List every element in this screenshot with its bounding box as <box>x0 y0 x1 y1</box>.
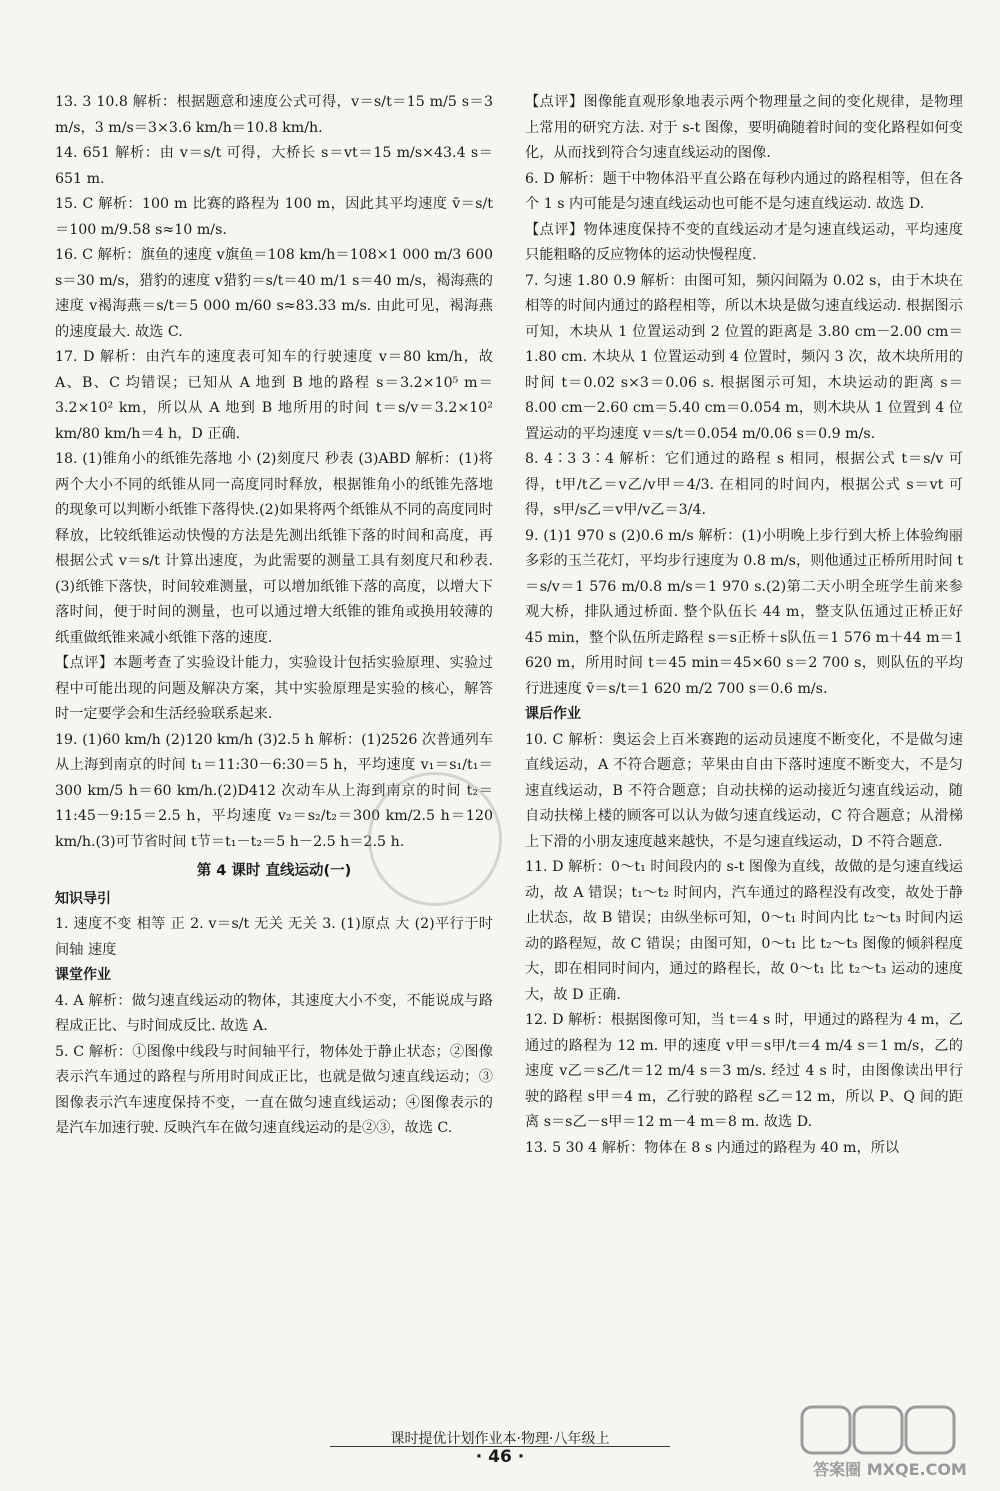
left-column <box>55 90 493 1142</box>
page-number: · 46 · <box>475 1447 525 1467</box>
svg-text:答案圈 MXQE.COM: 答案圈 MXQE.COM <box>813 1460 967 1479</box>
answer-paragraph: 19. (1)60 km/h (2)120 km/h (3)2.5 h 解析：(1)2526 次普通列车从上海到南京的时间 t₁＝11:30－6:30＝5 h，平均速度 v₁＝s₁/t₁＝300 km/5 h＝60 km/h.(2)D412 次动车从上海到南京的时间 t₂＝11:45－9:15＝2.5 h，平均速度 v₂＝s₂/t₂＝300 km/2.5 h＝120 km/h.(3)可节省时间 t节＝t₁－t₂＝5 h－2.5 h＝2.5 h. <box>55 731 493 850</box>
answer-paragraph: 10. C 解析：奥运会上百米赛跑的运动员速度不断变化，不是做匀速直线运动，A 不符合题意；苹果由自由下落时速度不断变大，不是匀速直线运动，B 不符合题意；自动扶梯的运动接近匀速直线运动，随自动扶梯上楼的顾客可以认为做匀速直线运动，C 符合题意；从滑梯上下滑的小朋友速度越来越快，不是匀速直线运动，D 不符合题意. <box>525 731 963 850</box>
answer-paragraph: 9. (1)1 970 s (2)0.6 m/s 解析：(1)小明晚上步行到大桥上体验绚丽多彩的玉兰花灯，平均步行速度为 0.8 m/s，则他通过正桥所用时间 t＝s/v＝1 576 m/0.8 m/s＝1 970 s.(2)第二天小明全班学生前来参观大桥，排队通过桥面. 整个队伍长 44 m，整支队伍通过正桥正好 45 min，整个队伍所走路程 s＝s正桥＋s队伍＝1 576 m＋44 m＝1 620 m，所用时间 t＝45 min＝45×60 s＝2 700 s，则队伍的平均行进速度 v̄＝s/t＝1 620 m/2 700 s＝0.6 m/s. <box>525 527 963 697</box>
answer-paragraph: 12. D 解析：根据图像可知，当 t＝4 s 时，甲通过的路程为 4 m，乙通过的路程为 12 m. 甲的速度 v甲＝s甲/t＝4 m/4 s＝1 m/s，乙的速度 v乙＝s乙/t＝12 m/4 s＝3 m/s. 经过 4 s 时，由图像读出甲行驶的路程 s甲＝4 m，乙行驶的路程 s乙＝12 m，所以 P、Q 间的距离 s＝s乙－s甲＝12 m－4 m＝8 m. 故选 D. <box>525 1012 963 1130</box>
answer-paragraph: 【点评】图像能直观形象地表示两个物理量之间的变化规律，是物理上常用的研究方法. 对于 s-t 图像，要明确随着时间的变化路程如何变化，从而找到符合匀速直线运动的图像. <box>525 94 963 161</box>
watermark-logo <box>800 1403 980 1483</box>
answer-paragraph: 18. (1)锥角小的纸锥先落地 小 (2)刻度尺 秒表 (3)ABD 解析：(1)将两个大小不同的纸锥从同一高度同时释放，根据锥角小的纸锥先落地的现象可以判断小纸锥下落得快.(2)如果将两个纸锥从不同的高度同时释放，比较纸锥运动快慢的方法是先测出纸锥下落的时间和高度，再根据公式 v＝s/t 计算出速度，为此需要的测量工具有刻度尺和秒表.(3)纸锥下落快，时间较难测量，可以增加纸锥下落的高度，以增大下落时间，便于时间的测量，也可以通过增大纸锥的锥角或换用较薄的纸重做纸锥来减小纸锥下落的速度. <box>55 451 493 646</box>
answer-paragraph: 7. 匀速 1.80 0.9 解析：由图可知，频闪间隔为 0.02 s，由于木块在相等的时间内通过的路程相等，所以木块是做匀速直线运动. 根据图示可知，木块从 1 位置运动到 2 位置的距离是 3.80 cm－2.00 cm＝1.80 cm. 木块从 1 位置运动到 4 位置时，频闪 3 次，故木块所用的时间 t＝0.02 s×3＝0.06 s. 根据图示可知，木块运动的距离 s＝8.00 cm－2.60 cm＝5.40 cm＝0.054 m，则木块从 1 位置到 4 位置运动的平均速度 v＝s/t＝0.054 m/0.06 s＝0.9 m/s. <box>525 272 963 442</box>
faint-stamp-mark <box>368 772 502 906</box>
answer-paragraph: 13. 3 10.8 解析：根据题意和速度公式可得，v＝s/t＝15 m/5 s＝3 m/s，3 m/s＝3×3.6 km/h＝10.8 km/h. <box>55 94 493 136</box>
right-column <box>525 90 963 1161</box>
page-body <box>55 90 963 1400</box>
answer-paragraph: 【点评】物体速度保持不变的直线运动才是匀速直线运动，平均速度只能粗略的反应物体的运动快慢程度. <box>525 221 963 263</box>
answer-paragraph: 8. 4∶3 3∶4 解析：它们通过的路程 s 相同，根据公式 t＝s/v 可得，t甲/t乙＝v乙/v甲＝4/3. 在相同的时间内，根据公式 s＝vt 可得，s甲/s乙＝v甲/v乙＝3/4. <box>525 451 963 518</box>
answer-paragraph: 1. 速度不变 相等 正 2. v＝s/t 无关 无关 3. (1)原点 大 (2)平行于时间轴 速度 <box>55 916 493 958</box>
answer-paragraph: 17. D 解析：由汽车的速度表可知车的行驶速度 v＝80 km/h，故 A、B、C 均错误；已知从 A 地到 B 地的路程 s＝3.2×10⁵ m＝3.2×10² km，所以从 A 地到 B 地所用的时间 t＝s/v＝3.2×10² km/80 km/h＝4 h，D 正确. <box>55 349 493 442</box>
section-heading: 课后作业 <box>525 706 581 722</box>
footer-book-title: 课时提优计划作业本·物理·八年级上 <box>390 1431 610 1447</box>
answer-paragraph: 6. D 解析：题干中物体沿平直公路在每秒内通过的路程相等，但在各个 1 s 内可能是匀速直线运动也可能不是匀速直线运动. 故选 D. <box>525 170 963 212</box>
answer-paragraph: 16. C 解析：旗鱼的速度 v旗鱼＝108 km/h＝108×1 000 m/3 600 s＝30 m/s，猎豹的速度 v猎豹＝s/t＝40 m/1 s＝40 m/s，褐海燕的速度 v褐海燕＝s/t＝5 000 m/60 s≈83.33 m/s. 由此可见，褐海燕的速度最大. 故选 C. <box>55 247 493 340</box>
answer-paragraph: 14. 651 解析：由 v＝s/t 可得，大桥长 s＝vt＝15 m/s×43.4 s＝651 m. <box>55 145 493 187</box>
lesson-heading: 第 4 课时 直线运动(一) <box>196 863 352 879</box>
answer-paragraph: 15. C 解析：100 m 比赛的路程为 100 m，因此其平均速度 v̄＝s/t＝100 m/9.58 s≈10 m/s. <box>55 196 493 238</box>
answer-paragraph: 5. C 解析：①图像中线段与时间轴平行，物体处于静止状态；②图像表示汽车通过的路程与所用时间成正比，也就是做匀速直线运动；③图像表示汽车速度保持不变，一直在做匀速直线运动；④图像表示的是汽车加速行驶. 反映汽车在做匀速直线运动的是②③，故选 C. <box>55 1043 493 1136</box>
answer-paragraph: 【点评】本题考查了实验设计能力，实验设计包括实验原理、实验过程中可能出现的问题及解决方案，其中实验原理是实验的核心，解答时一定要学会和生活经验联系起来. <box>55 655 493 722</box>
answer-paragraph: 4. A 解析：做匀速直线运动的物体，其速度大小不变，不能说成与路程成正比、与时间成反比. 故选 A. <box>55 992 493 1034</box>
answer-paragraph: 11. D 解析：0～t₁ 时间段内的 s-t 图像为直线，故做的是匀速直线运动，故 A 错误；t₁～t₂ 时间内，汽车通过的路程没有改变，故处于静止状态，故 B 错误；由纵坐标可知，0～t₁ 时间内比 t₂～t₃ 时间内运动的路程短，故 C 错误；由图可知，0～t₁ 比 t₂～t₃ 图像的倾斜程度大，即在相同时间内，通过的路程长，故 0～t₁ 比 t₂～t₃ 运动的速度大，故 D 正确. <box>525 859 963 1003</box>
section-heading: 知识导引 <box>55 890 111 907</box>
answer-paragraph: 13. 5 30 4 解析：物体在 8 s 内通过的路程为 40 m，所以 <box>525 1139 900 1156</box>
section-heading: 课堂作业 <box>55 967 111 983</box>
